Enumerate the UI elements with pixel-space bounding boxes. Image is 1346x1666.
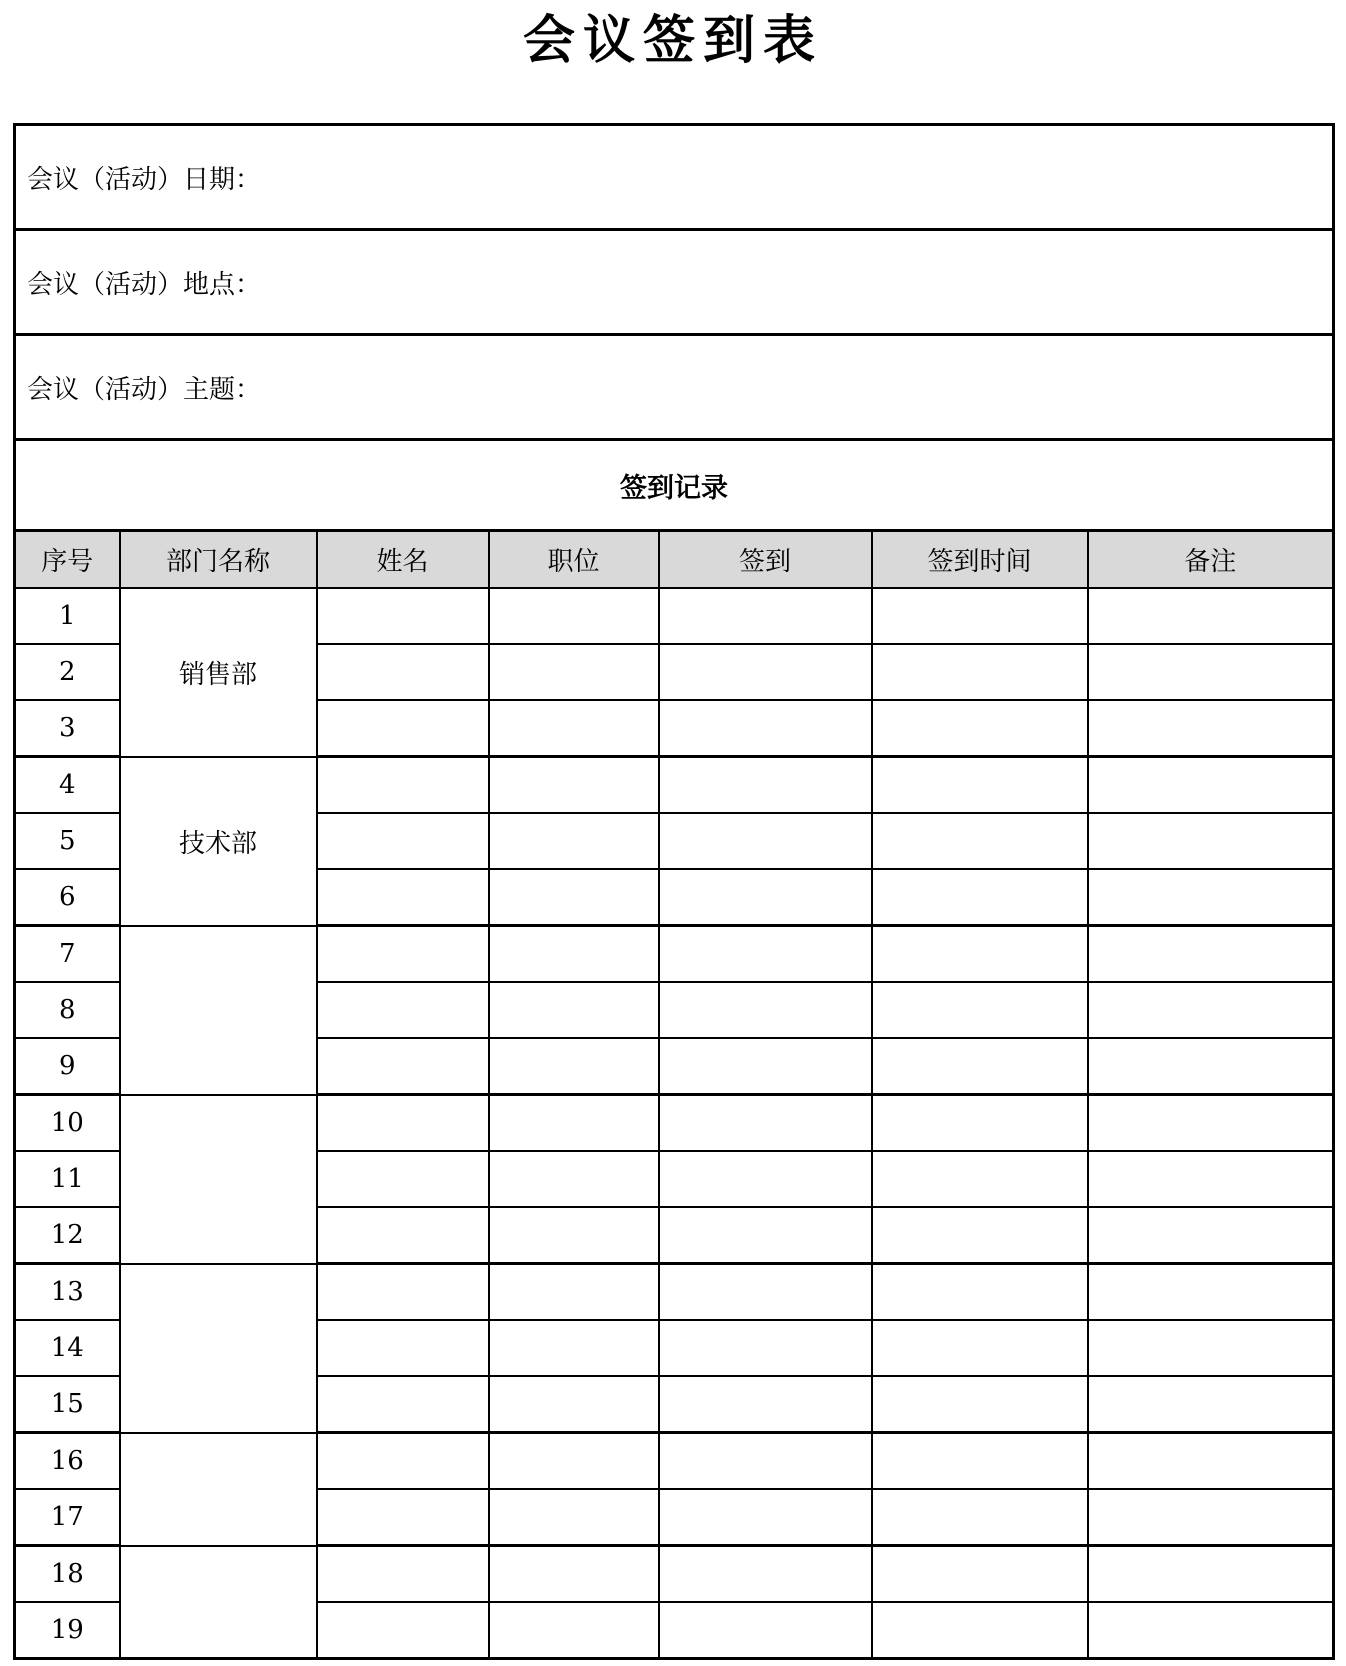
col-header-name: 姓名 <box>317 531 489 589</box>
name-cell <box>317 1489 489 1546</box>
name-cell <box>317 813 489 869</box>
meeting-location-row <box>15 230 1334 335</box>
meeting-location-cell <box>15 230 1334 335</box>
meeting-location-label: 会议（活动）地点： <box>27 269 262 300</box>
remark-cell <box>1088 1546 1334 1603</box>
name-cell <box>317 869 489 926</box>
remark-cell <box>1088 1489 1334 1546</box>
remark-cell <box>1088 1151 1334 1207</box>
remark-cell <box>1088 1207 1334 1264</box>
signin-time-cell <box>872 700 1088 757</box>
remark-cell <box>1088 926 1334 983</box>
signin-time-cell <box>872 869 1088 926</box>
signin-cell <box>659 1546 872 1603</box>
meeting-date-row <box>15 125 1334 230</box>
position-cell <box>489 982 659 1038</box>
signin-time-cell <box>872 1320 1088 1376</box>
table-row <box>15 757 1334 814</box>
remark-cell <box>1088 757 1334 814</box>
row-number-cell: 6 <box>15 869 120 926</box>
row-number-cell: 13 <box>15 1264 120 1321</box>
name-cell <box>317 1376 489 1433</box>
signin-cell <box>659 1320 872 1376</box>
remark-cell <box>1088 1433 1334 1490</box>
position-cell <box>489 1264 659 1321</box>
name-cell <box>317 700 489 757</box>
signin-time-cell <box>872 1376 1088 1433</box>
remark-cell <box>1088 1602 1334 1659</box>
meeting-topic-row <box>15 335 1334 440</box>
remark-cell <box>1088 588 1334 644</box>
signin-time-cell <box>872 1095 1088 1152</box>
row-number-cell: 16 <box>15 1433 120 1490</box>
signin-time-cell <box>872 1433 1088 1490</box>
name-cell <box>317 1151 489 1207</box>
department-cell <box>120 1546 317 1659</box>
row-number-cell: 15 <box>15 1376 120 1433</box>
col-header-position: 职位 <box>489 531 659 589</box>
remark-cell <box>1088 1376 1334 1433</box>
signin-cell <box>659 1207 872 1264</box>
row-number-cell: 14 <box>15 1320 120 1376</box>
position-cell <box>489 1546 659 1603</box>
department-cell: 销售部 <box>120 588 317 757</box>
row-number-cell: 11 <box>15 1151 120 1207</box>
col-header-signin: 签到 <box>659 531 872 589</box>
table-row <box>15 1546 1334 1603</box>
remark-cell <box>1088 813 1334 869</box>
signin-cell <box>659 700 872 757</box>
row-number-cell: 1 <box>15 588 120 644</box>
signin-time-cell <box>872 926 1088 983</box>
position-cell <box>489 1320 659 1376</box>
table-row <box>15 1095 1334 1152</box>
name-cell <box>317 982 489 1038</box>
name-cell <box>317 1546 489 1603</box>
row-number-cell: 9 <box>15 1038 120 1095</box>
position-cell <box>489 644 659 700</box>
remark-cell <box>1088 700 1334 757</box>
signin-cell <box>659 588 872 644</box>
position-cell <box>489 1489 659 1546</box>
signin-time-cell <box>872 1207 1088 1264</box>
meeting-topic-cell <box>15 335 1334 440</box>
name-cell <box>317 644 489 700</box>
signin-time-cell <box>872 1038 1088 1095</box>
position-cell <box>489 700 659 757</box>
remark-cell <box>1088 982 1334 1038</box>
signin-time-cell <box>872 1602 1088 1659</box>
position-cell <box>489 1376 659 1433</box>
page-title: 会议签到表 <box>522 10 823 71</box>
section-title-row <box>15 440 1334 531</box>
col-header-remark: 备注 <box>1088 531 1334 589</box>
signin-cell <box>659 982 872 1038</box>
position-cell <box>489 1602 659 1659</box>
signin-time-cell <box>872 1546 1088 1603</box>
row-number-cell: 17 <box>15 1489 120 1546</box>
remark-cell <box>1088 644 1334 700</box>
position-cell <box>489 1038 659 1095</box>
signin-time-cell <box>872 588 1088 644</box>
signin-cell <box>659 1602 872 1659</box>
position-cell <box>489 926 659 983</box>
name-cell <box>317 1602 489 1659</box>
signin-cell <box>659 869 872 926</box>
position-cell <box>489 757 659 814</box>
position-cell <box>489 1151 659 1207</box>
remark-cell <box>1088 1264 1334 1321</box>
row-number-cell: 18 <box>15 1546 120 1603</box>
row-number-cell: 8 <box>15 982 120 1038</box>
table-row <box>15 588 1334 644</box>
signin-cell <box>659 1264 872 1321</box>
signin-cell <box>659 1376 872 1433</box>
remark-cell <box>1088 1038 1334 1095</box>
col-header-signin-time: 签到时间 <box>872 531 1088 589</box>
signin-cell <box>659 1095 872 1152</box>
name-cell <box>317 1433 489 1490</box>
signin-cell <box>659 813 872 869</box>
name-cell <box>317 1320 489 1376</box>
table-row <box>15 1433 1334 1490</box>
section-title-cell <box>15 440 1334 531</box>
department-cell <box>120 1095 317 1264</box>
position-cell <box>489 1207 659 1264</box>
position-cell <box>489 1095 659 1152</box>
meeting-date-label: 会议（活动）日期： <box>27 164 262 195</box>
table-row <box>15 926 1334 983</box>
remark-cell <box>1088 1095 1334 1152</box>
name-cell <box>317 1038 489 1095</box>
signin-cell <box>659 757 872 814</box>
position-cell <box>489 869 659 926</box>
name-cell <box>317 1207 489 1264</box>
signin-time-cell <box>872 757 1088 814</box>
position-cell <box>489 813 659 869</box>
signin-time-cell <box>872 813 1088 869</box>
remark-cell <box>1088 869 1334 926</box>
row-number-cell: 12 <box>15 1207 120 1264</box>
signin-cell <box>659 926 872 983</box>
col-header-department: 部门名称 <box>120 531 317 589</box>
table-row <box>15 1264 1334 1321</box>
signin-cell <box>659 1433 872 1490</box>
name-cell <box>317 926 489 983</box>
section-title: 签到记录 <box>620 472 729 504</box>
row-number-cell: 10 <box>15 1095 120 1152</box>
name-cell <box>317 1264 489 1321</box>
department-cell <box>120 926 317 1095</box>
signin-time-cell <box>872 1151 1088 1207</box>
meeting-date-cell <box>15 125 1334 230</box>
remark-cell <box>1088 1320 1334 1376</box>
sign-in-table <box>13 123 1335 1660</box>
department-cell <box>120 1264 317 1433</box>
col-header-index: 序号 <box>15 531 120 589</box>
signin-time-cell <box>872 644 1088 700</box>
signin-time-cell <box>872 1264 1088 1321</box>
name-cell <box>317 1095 489 1152</box>
signin-cell <box>659 1151 872 1207</box>
signin-time-cell <box>872 982 1088 1038</box>
row-number-cell: 2 <box>15 644 120 700</box>
position-cell <box>489 588 659 644</box>
signin-cell <box>659 1038 872 1095</box>
position-cell <box>489 1433 659 1490</box>
department-cell: 技术部 <box>120 757 317 926</box>
name-cell <box>317 757 489 814</box>
department-cell <box>120 1433 317 1546</box>
meeting-topic-label: 会议（活动）主题： <box>27 374 262 405</box>
name-cell <box>317 588 489 644</box>
row-number-cell: 5 <box>15 813 120 869</box>
row-number-cell: 4 <box>15 757 120 814</box>
table-header-row <box>15 531 1334 589</box>
row-number-cell: 7 <box>15 926 120 983</box>
row-number-cell: 19 <box>15 1602 120 1659</box>
row-number-cell: 3 <box>15 700 120 757</box>
signin-time-cell <box>872 1489 1088 1546</box>
signin-cell <box>659 644 872 700</box>
signin-cell <box>659 1489 872 1546</box>
